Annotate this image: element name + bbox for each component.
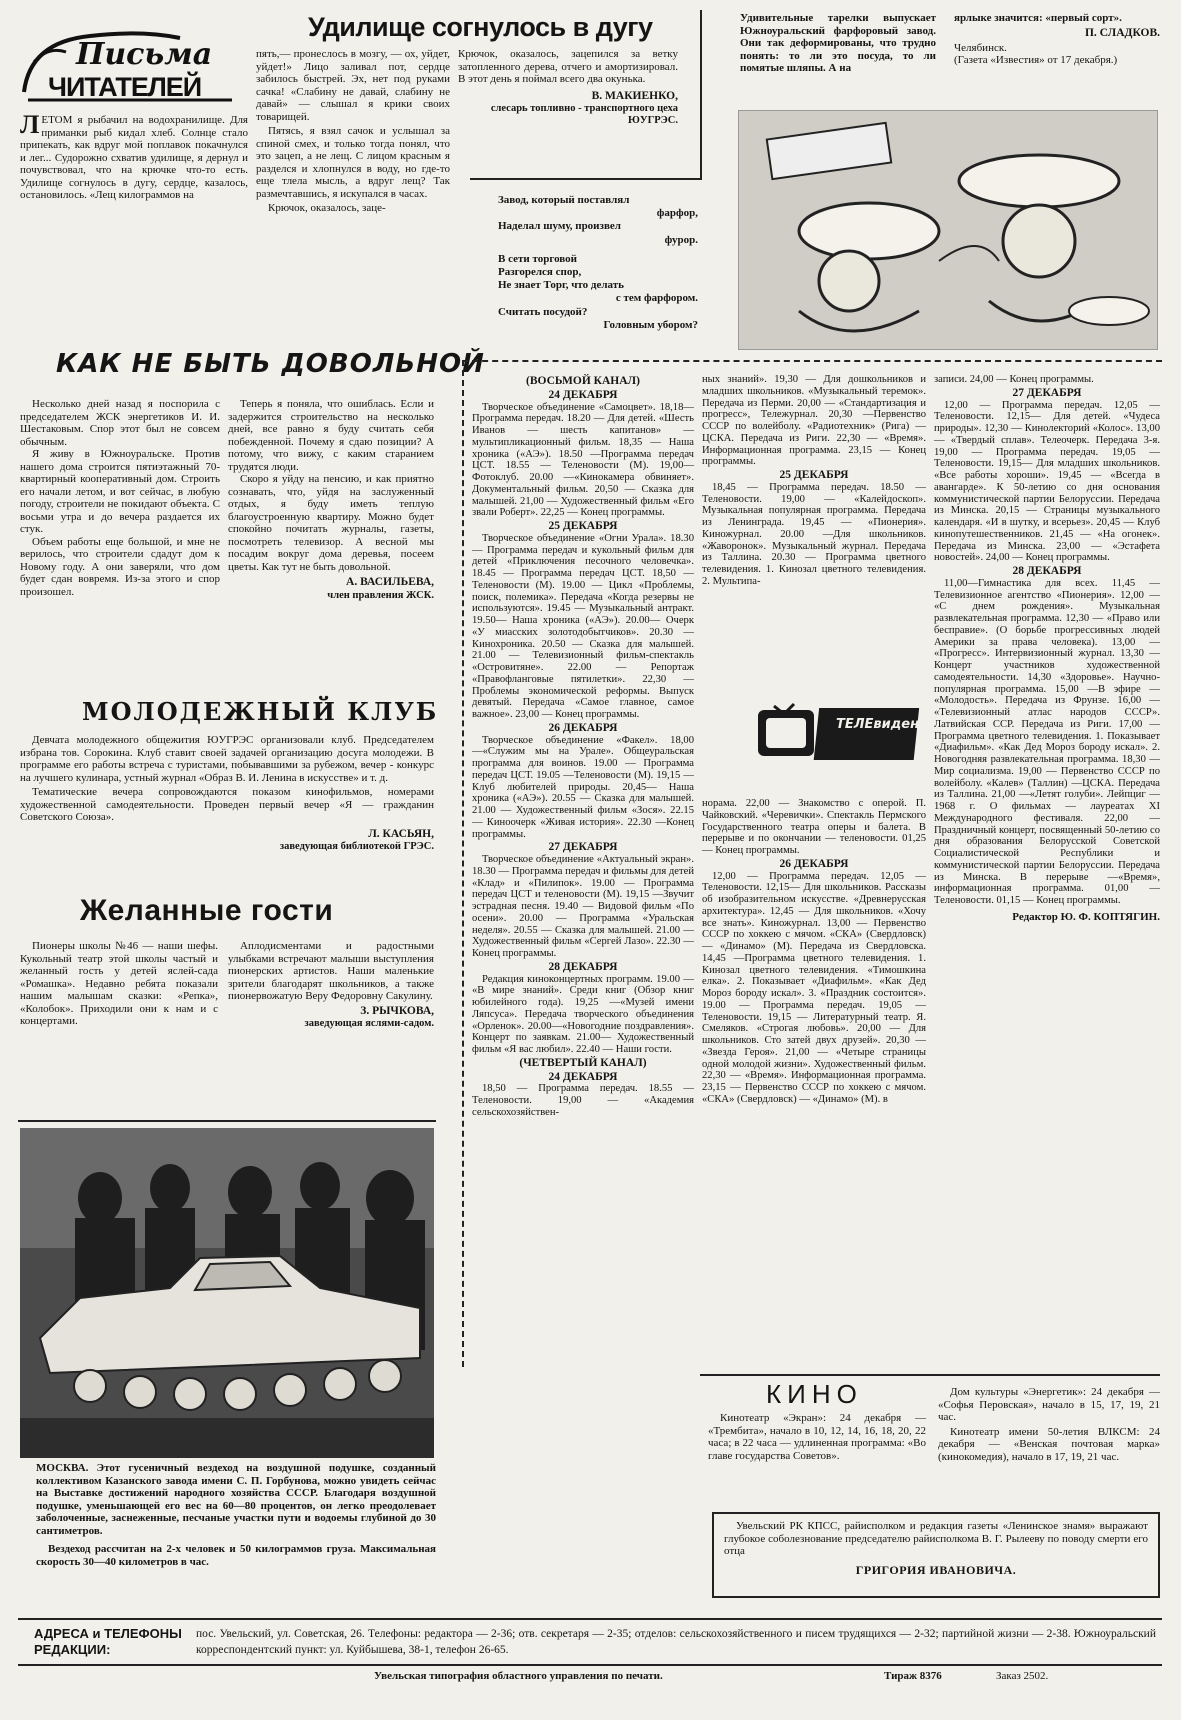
hovercraft-image — [20, 1128, 434, 1458]
footer-printer: Увельская типография областного управления по печати. — [374, 1670, 663, 1682]
poem-line: с тем фарфором. — [615, 292, 698, 305]
club-signature-role: заведующая библиотекой ГРЭС. — [279, 840, 434, 852]
tv-channel-4: (ЧЕТВЕРТЫЙ КАНАЛ) — [519, 1056, 647, 1069]
tv-day-text: Творческое объединение «Самоцвет». 18,18—Программа передач. 18.20 — Для детей. «Шесть Иванов — шесть капитанов» — мультипликационный фильм. 18,35 — Наша хроника («АЭ»). 18.50 —Программа передач ЦСТ. 18.55 — Теленовости (М). 19,00—Фотоклуб. 20.00 —«Кинокамера обвиняет». Документальный фильм. 20,50 — Сказка для малышей. 21,00 — Художественный фильм «Его звали Роберт». 22,25 — Конец программы. — [472, 401, 694, 519]
tv-text: 12,00 — Программа передач. 12,05 — Теленовости. 12,15— Для детей. «Чудеса природы». 12,30 — Кинолекторий «Колос». 13,00 — «Твердый сплав». Телеочерк. Передача 3-я. 19,00 — Программа передач. 19,05 — Теленовости. 19,15— Для младших школьников. «Все работы хороши». 19,45 — «Всегда в авангарде». К 50-летию со дня основания коммунистической партии Белоруссии. Передача из Минска. 20,15 — Страницы музыкального календаря. «И в шутку, и всерьез». 20,45 — Клуб кинопутешественников. 21,45 — «На огонек». Передача из Минска. 23,00 — «Эстафета новостей». 24,00 — Конец программы. — [934, 399, 1160, 564]
tv-day-label: 27 ДЕКАБРЯ — [548, 841, 618, 854]
footer-text: пос. Увельский, ул. Советская, 26. Телефоны: редактора — 2-36; отв. секретаря — 2-35; отделов: сельскохозяйственного и писем трудящихся — 2-32; партийной жизни — 2-38. Южноуральский корреспондентский пункт: ул. Куйбышева, 38-1, телефон 26-65. — [196, 1628, 1156, 1656]
kino-text: Дом культуры «Энергетик»: 24 декабря — «Софья Перовская», начало в 15, 17, 19, 21 час. — [938, 1386, 1160, 1424]
rubric-bottom-text: ЧИТАТЕЛЕЙ — [48, 72, 202, 102]
tv-col1 — [472, 374, 694, 1704]
poem-line: фурор. — [664, 233, 698, 246]
fishing-col1 — [20, 110, 248, 202]
tv-text: записи. 24,00 — Конец программы. — [934, 374, 1094, 385]
tv-logo — [754, 700, 937, 770]
tv-day-label: 25 ДЕКАБРЯ — [548, 520, 618, 532]
rubric-top-text: Письма — [76, 37, 213, 72]
unhappy-p: Объем работы еще большой, и мне не верилось, что строители сдадут дом к Новому году. А они заверяли, что дом будет сдан вовремя. Из-за этого и спор произошел. — [20, 535, 220, 598]
fishing-col2a: пять,— пронеслось в мозгу, — ох, уйдет, уйдет!» Лицо заливал пот, сердце забилось быстрей. Эх, нет под руками сачка! «Слабину не давай, слабину не давай» — слышал я крики своих товарищей. — [256, 48, 450, 123]
guests-signature-role: заведующая яслями-садом. — [304, 1017, 434, 1029]
kino-text: Кинотеатр имени 50-летия ВЛКСМ: 24 декабря — «Венская почтовая марка» (кинокомедия), начало в 17, 19, 21 час. — [938, 1425, 1160, 1463]
divider-footer-top — [18, 1618, 1162, 1620]
tv-day-text: Творческое объединение «Факел». 18,00 —«Служим мы на Урале». Общеуральская программа для воинов. 19.00 — Программа передач ЦСТ. 19.05 —Теленовости (М). 19,15 — Клуб любителей природы. 20,45— Наша хроника («АЭ»). 20.55 — Сказка для малышей. 21.00 — Художественный фильм «Зося». 22.15 — Киноочерк «Живая история». 22.30 —Конец программы. — [472, 734, 694, 840]
guests-col1 — [20, 940, 218, 1028]
drop-cap: Л — [20, 110, 40, 139]
cartoon-drawing — [739, 111, 1158, 350]
tv-col3 — [934, 374, 1160, 923]
vehicle-photo — [20, 1128, 434, 1458]
tv-day-label: 26 ДЕКАБРЯ — [548, 721, 618, 734]
guests-p: Пионеры школы №46 — наши шефы. Кукольный театр этой школы частый и желанный гость у детей яслей-сада «Ромашка». Недавно ребята показали нашим малышам сказки: «Репка», «Колобок». Приходили они к нам и с концертами. — [20, 940, 218, 1028]
divider-guests-bottom — [18, 1120, 436, 1122]
photo-caption — [36, 1462, 436, 1568]
unhappy-heading: КАК НЕ БЫТЬ ДОВОЛЬНОЙ — [56, 349, 485, 379]
guests-p: Аплодисментами и радостными улыбками встречают малыши выступления пионерских артистов. Наши маленькие зрители благодарят школьников, а также пионервожатую Веру Федоровну Сакулину. — [228, 940, 434, 1003]
tv-day-text: Творческое объединение «Актуальный экран». 18.30 — Программа передач и фильмы для детей «Клад» и «Пилипок». 19.00 — Программа передач ЦСТ и теленовости (М). 19,15 —Звучит эстрадная песня. 19.40 — Видовой фильм «По осени». 20.00 — Программа «Уральская неделя». 20.55 — Сказка для малышей. 21.00 —Художественный фильм «Сергей Лазо». 22.30 — Конец программы. — [472, 854, 694, 959]
fishing-signature-role: слесарь топливно - транспортного цеха ЮУГРЭС. — [490, 102, 678, 126]
guests-signature: З. РЫЧКОВА, — [360, 1004, 434, 1017]
tv-text: 11,00—Гимнастика для всех. 11,45 — Телевизионное агентство «Пионерия». 12,00 — «С днем рождения». Музыкальная развлекательная программа. 12,30 — «Право или бесправие». (О борьбе прогрессивных людей Америки за права человека). 13,00 — «Прогресс». Интервизионный журнал. 13,30 — Концерт участников художественной самодеятельности. 14,30 «Здоровье». Научно-популярная программа. 15,00 —В эфире — «Молодость». Передача из Фрунзе. 16,00 — «Телевизионный атлас народов СССР». Латвийская ССР. Передача из Риги. 17,00 — Программа цветного телевидения. 1. Показывает «Диафильм». «Как Дед Мороз бороду искал». 2. Новогодняя развлекательная программа. 18,30 — Мир социализма. 19,00 — Первенство СССР по волейболу. «Калев» (Таллин) —ЦСКА. Передача из Таллина. 21,00 —«Летят голуби». Лейпциг —1968 г. О фильмах — лауреатах XI Международного фестиваля. 22,00 — Праздничный концерт, посвященный 50-летию со дня образования Белорусской Советской Социалистической Республики и коммунистической партии Белоруссии. Передача из Минска. В перерыве —«Время», информационная программа. 01,00 — Теленовости. 01,15 — Конец программы. — [934, 577, 1160, 906]
unhappy-col2 — [228, 398, 434, 602]
poem-line: Головным убором? — [603, 318, 698, 331]
condolence-text: Увельский РК КПСС, райисполком и редакция газеты «Ленинское знамя» выражают глубокое соболезнование председателю райисполкома В. Г. Рылееву по поводу смерти его отца — [724, 1520, 1148, 1558]
kino-col2 — [938, 1386, 1160, 1463]
tv-day-label: 24 ДЕКАБРЯ — [548, 1070, 618, 1083]
tv-text: 18,45 — Программа передач. 18.50 — Теленовости. 19,00 — «Калейдоскоп». Музыкальная популярная программа. Передача из Ленинграда. 19,45 — «Пионерия». Киножурнал. 20.00 —Для школьников. «Жаворонок». Музыкальный журнал. Передача из Таллина. 20.30 — Программа цветного телевидения. 1. Кинозал цветного телевидения. 2. Мультипа- — [702, 481, 926, 587]
club-heading: МОЛОДЕЖНЫЙ КЛУБ — [82, 697, 439, 726]
fishing-heading: Удилище согнулось в дугу — [308, 12, 653, 42]
caption-place: МОСКВА. — [36, 1462, 89, 1474]
poem-line: Завод, который поставлял — [498, 194, 630, 206]
fishing-col2c-start: Крючок, оказалось, заце- — [268, 202, 386, 215]
footer-label: АДРЕСА и ТЕЛЕФОНЫ РЕДАКЦИИ: — [34, 1626, 182, 1658]
tv-col2 — [702, 374, 926, 588]
plates-poem — [498, 194, 698, 332]
club-p: Тематические вечера сопровождаются показом кинофильмов, номерами художественной самодеятельности. Проведен первый вечер «Я — гражданин Советского Союза». — [20, 786, 434, 824]
tv-channel-8: (ВОСЬМОЙ КАНАЛ) — [526, 375, 640, 387]
fishing-col1-text: ЕТОМ я рыбачил на водохранилище. Для приманки рыб кидал хлеб. Солнце стало припекать, как вдруг мой поплавок покачнулся и лег... Судорожно схватив удилище, я дернул и почувствовал, что на крючке что-то есть. Удилище согнулось в дугу, сердце, казалось, остановилось. «Лещ килограммов на — [20, 114, 248, 202]
plates-place: Челябинск. — [954, 41, 1007, 54]
tv-text: норама. 22,00 — Знакомство с оперой. П. Чайковский. «Черевички». Спектакль Пермского Государственного театра оперы и балета. В перерыве и по окончании — теленовости. 01,25 — Конец программы. — [702, 798, 926, 856]
tv-logo-text: ТЕЛЕвидение — [836, 717, 937, 732]
divider-fishing-bottom — [470, 178, 702, 180]
fishing-col2 — [256, 48, 450, 215]
condolence-name: ГРИГОРИЯ ИВАНОВИЧА. — [855, 1562, 1017, 1577]
club-signature: Л. КАСЬЯН, — [368, 827, 434, 840]
divider-footer-bottom — [18, 1664, 1162, 1666]
poem-line: Считать посудой? — [498, 305, 588, 318]
unhappy-p: Скоро я уйду на пенсию, и как приятно сознавать, что, уйдя на заслуженный отдых, я буду иметь теплую благоустроенную квартиру. Можно будет спокойно почитать журналы, газеты, посмотреть телевизор. А весной мы посадим вокруг дома деревья, посеем цветы. Как тут не быть довольной. — [228, 473, 434, 573]
poem-line: фарфор, — [656, 207, 698, 220]
divider-fishing-right — [700, 10, 702, 180]
plates-signature: П. СЛАДКОВ. — [1084, 26, 1160, 39]
tv-day-label: 28 ДЕКАБРЯ — [1012, 565, 1082, 577]
fishing-signature: В. МАКИЕНКО, — [591, 89, 678, 102]
letters-rubric-logo — [20, 22, 240, 108]
editor-signature: Редактор Ю. Ф. КОПТЯГИН. — [1012, 910, 1160, 923]
tv-day-label: 24 ДЕКАБРЯ — [548, 388, 618, 401]
poem-line: В сети торговой — [498, 252, 578, 265]
unhappy-p: Несколько дней назад я поспорила с председателем ЖСК энергетиков И. И. Шестаковым. Спор этот был не совсем обычным. — [20, 398, 220, 448]
unhappy-p: Теперь я поняла, что ошиблась. Если и задержится строительство на несколько дней, все равно я буду считать себя побежденной. Почему я сдаю позиции? А потому, что вижу, с каким старанием трудятся люди. — [228, 398, 434, 473]
tv-day-text: Редакция киноконцертных программ. 19.00 — «В мире знаний». Среди книг (Обзор книг юбилейного года). 19,25 —«Музей имени Ляпсуса». Передача творческого объединения «Орленок». 20.00—«Новогодние поздравления». Концерт по заявкам. 21.00— Художественный фильм «Я вас любил». 22.40 — Наши гости. — [472, 973, 694, 1055]
guests-heading: Желанные гости — [80, 894, 334, 927]
tv-day-label: 28 ДЕКАБРЯ — [548, 960, 618, 973]
caption-text: Этот гусеничный вездеход на воздушной подушке, созданный коллективом Казанского завода имени С. П. Горбунова, можно увидеть сейчас на Выставке достижений народного хозяйства СССР. Благодаря воздушной подушке, уменьшающей его вес на 60—80 процентов, он легко преодолевает заболоченные, заснеженные, песчаные участки пути и водоемы глубиной до 30 сантиметров. — [36, 1462, 436, 1537]
fishing-col2b: Пятясь, я взял сачок и услышал за спиной смех, и только тогда понял, что это зацеп, а не лещ. С лицом красным я разделся и хлопнулся в воду, но где-то еще тлела мысль, а вдруг лещ? Так размечтавшись, я искупался в часах. — [256, 125, 450, 200]
plates-cartoon — [738, 110, 1158, 350]
tv-day-label: 26 ДЕКАБРЯ — [779, 857, 849, 870]
footer-circulation: Тираж 8376 — [884, 1670, 942, 1682]
fishing-col2c: Крючок, оказалось, зацепился за ветку затопленного дерева, отчего и амортизировал. В этот день я поймал всего два окунька. — [458, 48, 678, 86]
tv-day-text: Творческое объединение «Огни Урала». 18.30 — Программа передач и кукольный фильм для детей «Приключения песочного человечка». 18.45 — Программа передач ЦСТ. 18,50 —Теленовости (М). 19.00 — Цикл «Проблемы, поиск, полемика». Передача «Когда резервы не используются». 19.45 — Музыкальный антракт. 19.50— Наша хроника («АЭ»). 20.00— Очерк «У миасских золотодобытчиков». 20.30 — Кинохроника. 20.50 — Сказка для малышей. 21.00 — Телевизионный фильм-спектакль «Островитяне». 22.00 — Репортаж «Правофланговые пятилетки». 22,30 —Проблемы экономической реформы. Выпуск девятый. Передача «Самое главное, самое важное». 23,00 — Конец программы. — [472, 532, 694, 720]
fishing-col3 — [458, 48, 678, 127]
poem-line: Разгорелся спор, — [498, 265, 582, 278]
guests-col2 — [228, 940, 434, 1030]
tv-text: 12,00 — Программа передач. 12,05 — Теленовости. 12,15— Для школьников. Рассказы об изобразительном искусстве. «Древнерусская архитектура». 12,45 — Для школьников. «Хочу все знать». Киножурнал. 13,00 — Первенство СССР по хоккею с мячом. «СКА» (Свердловск) — «Динамо» (М). Передача из Свердловска. 14,45 —Программа цветного телевидения. 1. Кинозал цветного телевидения. «Тимошкина елка». 2. Показывает «Диафильм». «Как Дед Мороз бороду искал». 3. «Праздник состоится». 19.00 — Программа передач. 19,05 — Теленовости. 19,15 — Литературный театр. Я. Смеляков. «Строгая любовь». 20,00 — Для школьников. Сто затей двух друзей». 20,30 — «Звезда Героя». 21,00 — «Четыре страницы одной молодой жизни». Художественный фильм. 22,30 — «Время». Информационная программа. 23,15 — Первенство СССР по хоккею с мячом. «СКА» (Свердловск) — «Динамо» (М). в — [702, 870, 926, 1105]
divider-tv-bottom — [700, 1374, 1160, 1376]
unhappy-signature: А. ВАСИЛЬЕВА, — [346, 576, 434, 589]
tv-set-icon — [754, 700, 937, 770]
club-p: Девчата молодежного общежития ЮУГРЭС организовали клуб. Председателем избрана тов. Сорокина. Клуб ставит своей задачей организацию досуга молодежи. В программе его работы встреча с туристами, побывавшими за рубежом, вечер - конкурс на лучшего кулинара, устный журнал «Образ В. И. Ленина в искусстве» и т. д. — [20, 734, 434, 784]
unhappy-p: Я живу в Южноуральске. Против нашего дома строится пятиэтажный 70-квартирный кооперативный дом. Строить его начали летом, и вот сейчас, в любую погоду, строители не покидают объекта. С восьми утра и до вечера раздается их стук. — [20, 448, 220, 536]
tv-day-label: 27 ДЕКАБРЯ — [1012, 386, 1082, 399]
poem-line: Не знает Торг, что делать — [498, 279, 624, 292]
tv-day-label: 25 ДЕКАБРЯ — [779, 469, 849, 481]
unhappy-col1 — [20, 398, 220, 599]
poem-line: Наделал шуму, произвел — [498, 220, 621, 233]
footer-order: Заказ 2502. — [996, 1670, 1049, 1682]
tv-col2-bottom — [702, 798, 926, 1106]
kino-col1 — [708, 1412, 926, 1462]
condolence-box — [712, 1512, 1160, 1598]
plates-intro-right — [954, 12, 1160, 67]
kino-text: Кинотеатр «Экран»: 24 декабря — «Трембита», начало в 10, 12, 14, 16, 18, 20, 22 часа; в 22 часа — удлиненная программа: «Во главе государства Советов». — [708, 1412, 926, 1462]
unhappy-signature-role: член правления ЖСК. — [327, 589, 434, 601]
plates-source: (Газета «Известия» от 17 декабря.) — [954, 54, 1118, 67]
kino-heading: КИНО — [766, 1379, 863, 1409]
caption-text-2: Вездеход рассчитан на 2-х человек и 50 килограммов груза. Максимальная скорость 30—40 километров в час. — [36, 1543, 436, 1568]
club-body — [20, 734, 434, 853]
plates-intro-cont: ярлыке значится: «первый сорт». — [954, 12, 1122, 24]
tv-text: ных знаний». 19,30 — Для дошкольников и младших школьников. «Музыкальный теремок». Передача из Перми. 20,00 — «Стандартизация и прогресс», Тележурнал. 20,30 —Первенство СССР по волейболу. «Радиотехник» (Рига) —ЦСКА. Передача из Риги. 22,30 — «Время». Информационная программа. 23,15 — Конец программы. — [702, 374, 926, 468]
tv-day-text: 18,50 — Программа передач. 18.55 — Теленовости. 19,00 — «Академия сельскохозяйствен- — [472, 1083, 694, 1118]
plates-intro: Удивительные тарелки выпускает Южноуральский фарфоровый завод. Они так деформированы, что трудно понять: то ли это посуда, то ли помятые шляпы. А на — [740, 12, 936, 75]
